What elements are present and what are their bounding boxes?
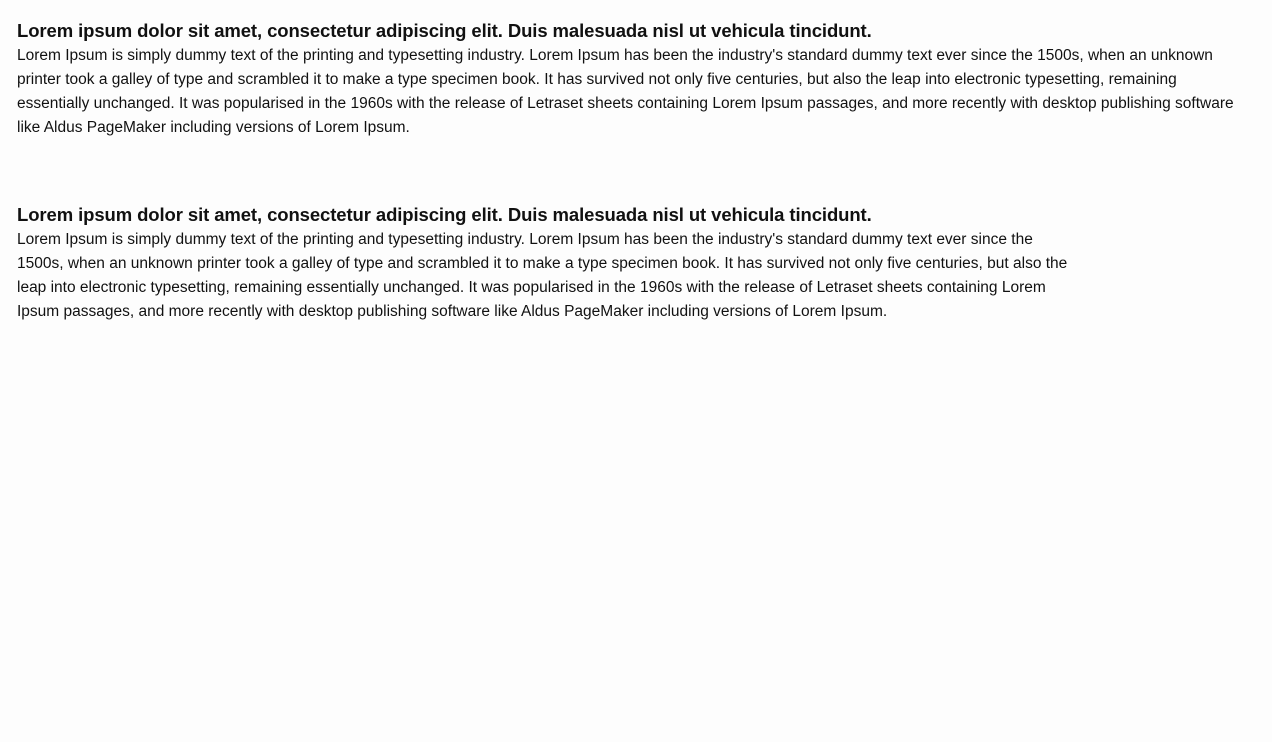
- text-section-narrow: [17, 202, 1072, 324]
- text-section-full-width: [17, 18, 1252, 140]
- section-heading: Lorem ipsum dolor sit amet, consectetur adipiscing elit. Duis malesuada nisl ut vehicula tincidunt.: [17, 204, 872, 225]
- section-paragraph: Lorem Ipsum is simply dummy text of the printing and typesetting industry. Lorem Ipsum has been the industry's standard dummy text ever since the 1500s, when an unknown printer took a galley of type and scrambled it to make a type specimen book. It has survived not only five centuries, but also the leap into electronic typesetting, remaining essentially unchanged. It was popularised in the 1960s with the release of Letraset sheets containing Lorem Ipsum passages, and more recently with desktop publishing software like Aldus PageMaker including versions of Lorem Ipsum.: [17, 231, 1068, 320]
- section-paragraph: Lorem Ipsum is simply dummy text of the printing and typesetting industry. Lorem Ipsum has been the industry's standard dummy text ever since the 1500s, when an unknown printer took a galley of type and scrambled it to make a type specimen book. It has survived not only five centuries, but also the leap into electronic typesetting, remaining essentially unchanged. It was popularised in the 1960s with the release of Letraset sheets containing Lorem Ipsum passages, and more recently with desktop publishing software like Aldus PageMaker including versions of Lorem Ipsum.: [17, 47, 1234, 136]
- section-heading: Lorem ipsum dolor sit amet, consectetur adipiscing elit. Duis malesuada nisl ut vehicula tincidunt.: [17, 20, 872, 41]
